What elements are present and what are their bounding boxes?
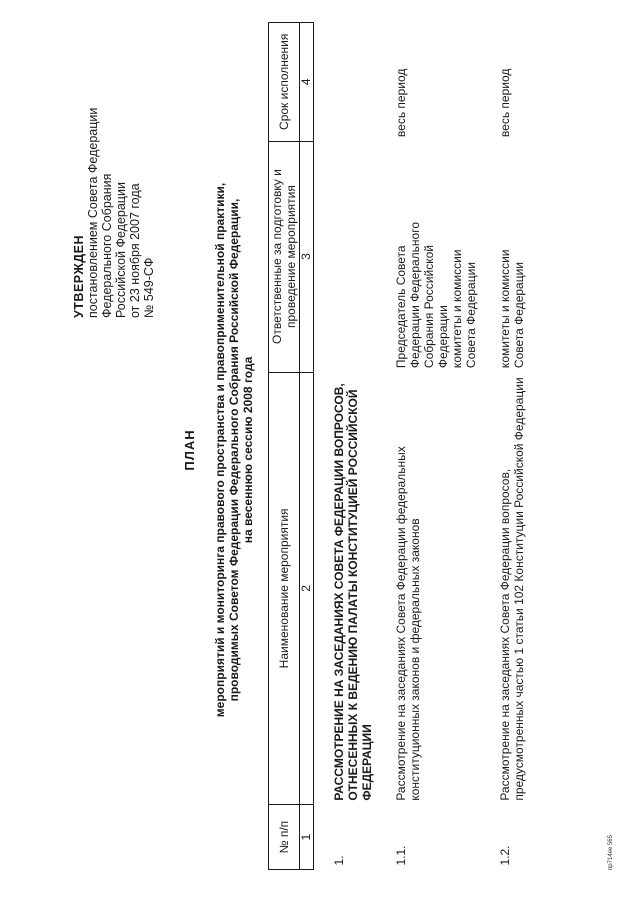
row-num: 1. — [332, 855, 346, 866]
responsible-line: Федерации Федерального — [408, 221, 422, 369]
row-responsible — [394, 141, 498, 372]
row-deadline: весь период — [394, 68, 408, 138]
responsible-line: комитеты и комиссии — [450, 249, 464, 369]
subtitle-line: мероприятий и мониторинга правового пространства и правоприменительной практики, — [213, 182, 227, 718]
header-responsible: Ответственные за подготовку и проведение мероприятия — [269, 141, 300, 372]
footer-mark: пр714ее 565 — [608, 835, 614, 870]
table-row — [498, 23, 546, 870]
row-deadline: весь период — [498, 68, 512, 138]
row-num: 1.2. — [498, 845, 512, 866]
column-number: 3 — [300, 141, 314, 372]
row-name: РАССМОТРЕНИЕ НА ЗАСЕДАНИЯХ СОВЕТА ФЕДЕРАЦИИ ВОПРОСОВ, ОТНЕСЕННЫХ К ВЕДЕНИЮ ПАЛАТЫ КОНСТИТУЦИЕЙ РОССИЙСКОЙ ФЕДЕРАЦИИ — [332, 383, 374, 801]
responsible-line: комитеты и комиссии — [498, 249, 512, 369]
header-name: Наименование мероприятия — [269, 372, 300, 805]
approval-date: от 23 ноября 2007 года — [128, 183, 142, 318]
row-responsible — [332, 141, 394, 372]
responsible-line: Собрания Российской — [422, 245, 436, 369]
document-title: ПЛАН — [182, 429, 197, 471]
row-num: 1.1. — [394, 845, 408, 866]
column-number: 2 — [300, 372, 314, 805]
approval-number: № 549-СФ — [142, 257, 156, 318]
approval-heading: УТВЕРЖДЕН — [72, 234, 86, 318]
row-responsible — [498, 141, 546, 372]
responsible-line: Федерации — [436, 305, 450, 369]
table-row — [332, 23, 394, 870]
subtitle-line: на весеннюю сессию 2008 года — [241, 356, 255, 544]
row-name: Рассмотрение на заседаниях Совета Федерации вопросов, предусмотренных частью 1 статьи 102 Конституции Российской Федерации — [498, 377, 526, 801]
approval-line: Российской Федерации — [114, 182, 128, 318]
row-deadline — [332, 23, 394, 142]
responsible-line: Совета Федерации — [512, 262, 526, 369]
approval-line: постановлением Совета Федерации — [86, 107, 100, 318]
column-number: 4 — [300, 23, 314, 142]
responsible-line: Председатель Совета — [394, 245, 408, 369]
plan-table — [268, 22, 546, 870]
header-deadline: Срок исполнения — [269, 23, 300, 142]
subtitle-line: проводимых Советом Федерации Федерального Собрания Российской Федерации, — [227, 198, 241, 702]
table-header-row — [269, 23, 300, 870]
responsible-line: Совета Федерации — [464, 262, 478, 369]
row-name: Рассмотрение на заседаниях Совета Федерации федеральных конституционных законов и федеральных законов — [394, 446, 422, 801]
title-block — [182, 150, 255, 750]
approval-line: Федерального Собрания — [100, 173, 114, 318]
column-number-row — [300, 23, 314, 870]
table-row — [394, 23, 498, 870]
column-number: 1 — [300, 805, 314, 870]
approval-stamp — [72, 58, 156, 318]
header-num: № п/п — [269, 805, 300, 870]
